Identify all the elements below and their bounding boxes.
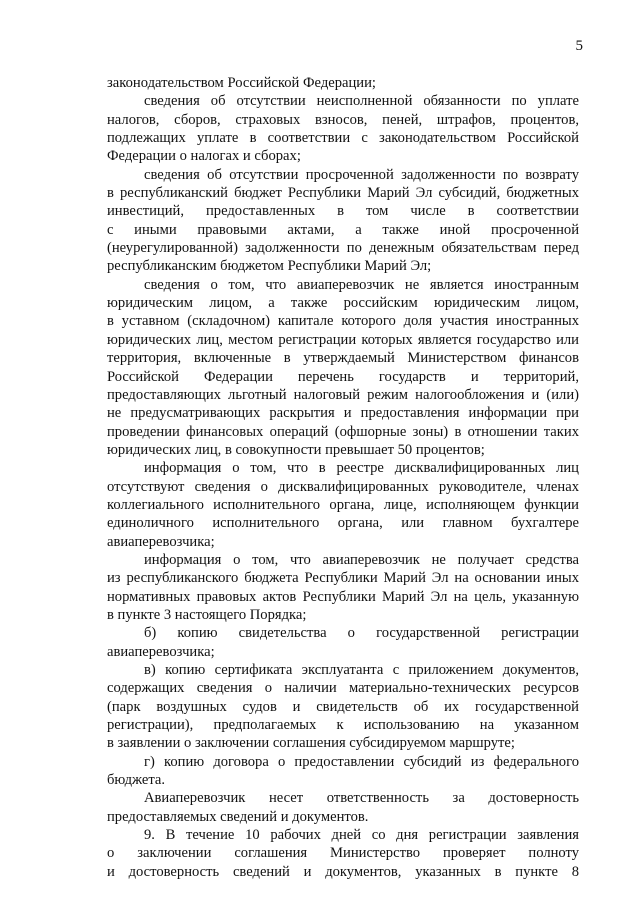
text-line: проведении финансовых операций (офшорные зоны) в отношении таких bbox=[107, 423, 579, 440]
paragraph-p10 bbox=[107, 789, 579, 826]
document-body bbox=[107, 74, 579, 881]
text-line: авиаперевозчика; bbox=[107, 643, 215, 660]
text-line: (парк воздушных судов и свидетельств об их государственной bbox=[107, 698, 579, 715]
text-line: налогов, сборов, страховых взносов, пеней, штрафов, процентов, bbox=[107, 111, 579, 128]
text-line: 9. В течение 10 рабочих дней со дня регистрации заявления bbox=[144, 827, 579, 844]
text-line: в республиканский бюджет Республики Марий Эл субсидий, бюджетных bbox=[107, 185, 579, 202]
text-line: отсутствуют сведения о дисквалифицированных руководителе, членах bbox=[107, 478, 579, 495]
paragraph-p7 bbox=[107, 624, 579, 661]
text-line: Федерации о налогах и сборах; bbox=[107, 148, 301, 165]
paragraph-p11 bbox=[107, 826, 579, 881]
paragraph-p2 bbox=[107, 92, 579, 165]
text-line: о заключении соглашения Министерство проверяет полноту bbox=[107, 845, 579, 862]
text-line: сведения об отсутствии просроченной задолженности по возврату bbox=[144, 166, 579, 183]
text-line: бюджета. bbox=[107, 772, 166, 789]
text-line: г) копию договора о предоставлении субсидий из федерального bbox=[144, 753, 579, 770]
text-line: Авиаперевозчик несет ответственность за достоверность bbox=[144, 790, 579, 807]
text-line: юридическим лицом, а также российским юридическим лицом, bbox=[107, 295, 579, 312]
text-line: сведения об отсутствии неисполненной обязанности по уплате bbox=[144, 93, 579, 110]
text-line: и достоверность сведений и документов, указанных в пункте 8 bbox=[107, 863, 579, 880]
text-line: информация о том, что в реестре дисквалифицированных лиц bbox=[144, 460, 579, 477]
text-line: в) копию сертификата эксплуатанта с приложением документов, bbox=[144, 662, 579, 678]
text-line: инвестиций, предоставленных в том числе в соответствии bbox=[107, 203, 579, 220]
text-line: территория, включенные в утверждаемый Министерством финансов bbox=[107, 350, 579, 367]
text-line: не предусматривающих раскрытия и предоставления информации при bbox=[107, 405, 579, 422]
text-line: нормативных правовых актов Республики Марий Эл на цель, указанную bbox=[107, 588, 579, 605]
paragraph-p9 bbox=[107, 753, 579, 790]
text-line: в уставном (складочном) капитале которого доля участия иностранных bbox=[107, 313, 579, 330]
text-line: юридических лиц, в совокупности превышает 50 процентов; bbox=[107, 441, 485, 458]
paragraph-p5 bbox=[107, 459, 579, 551]
text-line: сведения о том, что авиаперевозчик не является иностранным bbox=[144, 276, 579, 293]
text-line: с иными правовыми актами, а также иной просроченной bbox=[107, 221, 579, 238]
paragraph-p1 bbox=[107, 74, 579, 92]
text-line: регистрации), предполагаемых к использованию на указанном bbox=[107, 717, 579, 734]
text-line: из республиканского бюджета Республики Марий Эл на основании иных bbox=[107, 570, 579, 587]
text-line: Российской Федерации перечень государств и территорий, bbox=[107, 368, 579, 385]
text-line: б) копию свидетельства о государственной регистрации bbox=[144, 625, 579, 642]
paragraph-p8 bbox=[107, 661, 579, 753]
text-line: в заявлении о заключении соглашения субсидируемом маршруте; bbox=[107, 735, 515, 752]
text-line: единоличного исполнительного органа, или главном бухгалтере bbox=[107, 515, 579, 532]
text-line: информация о том, что авиаперевозчик не получает средства bbox=[144, 551, 579, 568]
text-line: подлежащих уплате в соответствии с законодательством Российской bbox=[107, 130, 579, 147]
text-line: законодательством Российской Федерации; bbox=[107, 75, 376, 91]
text-line: (неурегулированной) задолженности по денежным обязательствам перед bbox=[107, 240, 579, 257]
paragraph-p4 bbox=[107, 276, 579, 459]
text-line: юридических лиц, местом регистрации которых является государство или bbox=[107, 331, 579, 348]
text-line: республиканским бюджетом Республики Марий Эл; bbox=[107, 258, 432, 275]
text-line: содержащих сведения о наличии материально-технических ресурсов bbox=[107, 680, 579, 697]
paragraph-p3 bbox=[107, 166, 579, 276]
text-line: предоставляющих льготный налоговый режим налогообложения и (или) bbox=[107, 386, 579, 403]
page-number: 5 bbox=[575, 38, 583, 54]
text-line: в пункте 3 настоящего Порядка; bbox=[107, 606, 307, 623]
text-line: предоставляемых сведений и документов. bbox=[107, 808, 369, 825]
text-line: авиаперевозчика; bbox=[107, 533, 215, 550]
paragraph-p6 bbox=[107, 551, 579, 624]
text-line: коллегиального исполнительного органа, лице, исполняющем функции bbox=[107, 496, 579, 513]
